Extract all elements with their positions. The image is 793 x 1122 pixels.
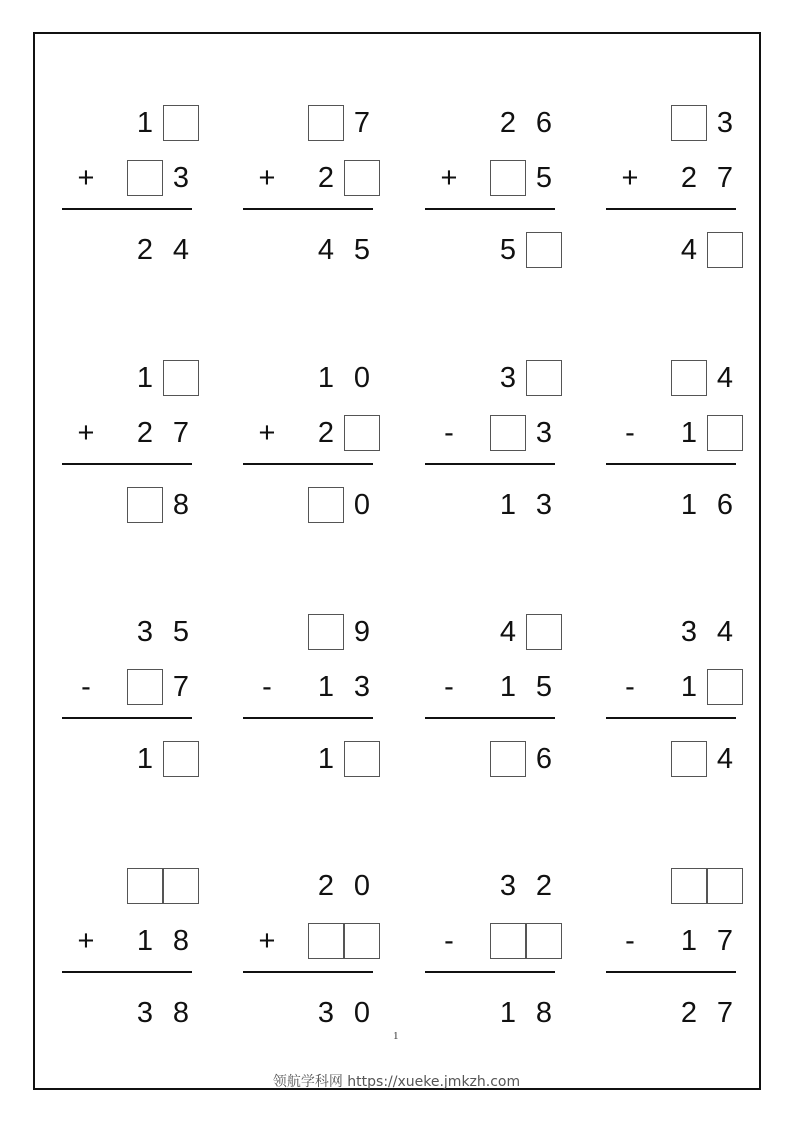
answer-box[interactable] (308, 487, 344, 523)
answer-box[interactable] (707, 868, 743, 904)
digit: 8 (535, 997, 553, 1029)
digit: 2 (680, 997, 698, 1029)
first-operand (62, 867, 192, 907)
result (606, 994, 736, 1034)
answer-box[interactable] (671, 105, 707, 141)
second-operand (243, 414, 373, 454)
digit: 4 (172, 234, 190, 266)
digit: 7 (716, 925, 734, 957)
first-operand (243, 613, 373, 653)
digit: 8 (172, 925, 190, 957)
answer-box[interactable] (163, 741, 199, 777)
digit: 1 (499, 489, 517, 521)
digit: 1 (136, 362, 154, 394)
digit: 6 (535, 743, 553, 775)
digit: 3 (499, 870, 517, 902)
arithmetic-problem (425, 867, 555, 1067)
digit: 2 (680, 162, 698, 194)
result (606, 740, 736, 780)
result (62, 486, 192, 526)
first-operand (425, 867, 555, 907)
second-operand (62, 159, 192, 199)
digit: 6 (716, 489, 734, 521)
answer-box[interactable] (490, 741, 526, 777)
answer-box[interactable] (308, 105, 344, 141)
digit: 5 (535, 671, 553, 703)
answer-box[interactable] (490, 160, 526, 196)
digit: 5 (499, 234, 517, 266)
result (425, 740, 555, 780)
first-operand (62, 613, 192, 653)
sum-line (425, 717, 555, 719)
second-operand (606, 159, 736, 199)
result (62, 740, 192, 780)
plus-sign: + (77, 925, 95, 957)
digit: 4 (680, 234, 698, 266)
digit: 1 (680, 671, 698, 703)
digit: 1 (680, 417, 698, 449)
answer-box[interactable] (707, 232, 743, 268)
second-operand (606, 668, 736, 708)
answer-box[interactable] (308, 614, 344, 650)
first-operand (606, 613, 736, 653)
page-number: 1 (393, 1030, 399, 1042)
minus-sign: - (625, 417, 635, 449)
digit: 5 (353, 234, 371, 266)
problem-grid (35, 34, 759, 1088)
digit: 1 (317, 671, 335, 703)
first-operand (425, 613, 555, 653)
sum-line (62, 971, 192, 973)
sum-line (425, 208, 555, 210)
digit: 7 (172, 417, 190, 449)
answer-box[interactable] (707, 669, 743, 705)
digit: 3 (680, 616, 698, 648)
plus-sign: + (258, 925, 276, 957)
digit: 2 (317, 870, 335, 902)
arithmetic-problem (606, 104, 736, 304)
answer-box[interactable] (526, 360, 562, 396)
digit: 9 (353, 616, 371, 648)
sum-line (243, 208, 373, 210)
plus-sign: + (258, 162, 276, 194)
sum-line (606, 463, 736, 465)
digit: 3 (499, 362, 517, 394)
worksheet-frame (33, 32, 761, 1090)
result (243, 486, 373, 526)
answer-box[interactable] (344, 160, 380, 196)
digit: 4 (716, 362, 734, 394)
arithmetic-problem (243, 867, 373, 1067)
minus-sign: - (625, 671, 635, 703)
first-operand (425, 359, 555, 399)
digit: 1 (317, 362, 335, 394)
digit: 0 (353, 870, 371, 902)
digit: 7 (716, 162, 734, 194)
answer-box[interactable] (127, 487, 163, 523)
answer-box[interactable] (526, 232, 562, 268)
sum-line (606, 971, 736, 973)
digit: 2 (317, 417, 335, 449)
digit: 3 (136, 997, 154, 1029)
minus-sign: - (444, 417, 454, 449)
minus-sign: - (625, 925, 635, 957)
second-operand (243, 668, 373, 708)
digit: 4 (317, 234, 335, 266)
arithmetic-problem (243, 104, 373, 304)
second-operand (243, 159, 373, 199)
sum-line (62, 717, 192, 719)
answer-box[interactable] (344, 741, 380, 777)
digit: 5 (535, 162, 553, 194)
first-operand (62, 104, 192, 144)
first-operand (62, 359, 192, 399)
digit: 2 (136, 417, 154, 449)
minus-sign: - (262, 671, 272, 703)
arithmetic-problem (243, 613, 373, 813)
digit: 3 (535, 489, 553, 521)
arithmetic-problem (62, 104, 192, 304)
first-operand (243, 104, 373, 144)
digit: 2 (535, 870, 553, 902)
arithmetic-problem (62, 359, 192, 559)
arithmetic-problem (606, 613, 736, 813)
answer-box[interactable] (671, 360, 707, 396)
digit: 3 (317, 997, 335, 1029)
result (425, 231, 555, 271)
sum-line (62, 463, 192, 465)
digit: 1 (136, 107, 154, 139)
digit: 3 (535, 417, 553, 449)
result (62, 231, 192, 271)
sum-line (606, 717, 736, 719)
result (425, 994, 555, 1034)
plus-sign: + (77, 162, 95, 194)
first-operand (243, 867, 373, 907)
answer-box[interactable] (490, 923, 526, 959)
second-operand (606, 414, 736, 454)
answer-box[interactable] (490, 415, 526, 451)
first-operand (425, 104, 555, 144)
second-operand (62, 414, 192, 454)
digit: 3 (172, 162, 190, 194)
answer-box[interactable] (526, 614, 562, 650)
plus-sign: + (621, 162, 639, 194)
footer-source: 领航学科网 https://xueke.jmkzh.com (272, 1074, 521, 1090)
result (243, 740, 373, 780)
digit: 4 (716, 616, 734, 648)
sum-line (425, 971, 555, 973)
digit: 4 (716, 743, 734, 775)
plus-sign: + (77, 417, 95, 449)
digit: 2 (499, 107, 517, 139)
arithmetic-problem (606, 867, 736, 1067)
digit: 7 (172, 671, 190, 703)
answer-box[interactable] (127, 160, 163, 196)
digit: 4 (499, 616, 517, 648)
first-operand (243, 359, 373, 399)
digit: 3 (716, 107, 734, 139)
digit: 1 (136, 743, 154, 775)
answer-box[interactable] (526, 923, 562, 959)
plus-sign: + (440, 162, 458, 194)
result (425, 486, 555, 526)
digit: 1 (317, 743, 335, 775)
sum-line (243, 717, 373, 719)
answer-box[interactable] (344, 923, 380, 959)
digit: 1 (499, 997, 517, 1029)
digit: 1 (680, 489, 698, 521)
digit: 1 (136, 925, 154, 957)
first-operand (606, 104, 736, 144)
second-operand (606, 922, 736, 962)
digit: 3 (353, 671, 371, 703)
sum-line (243, 971, 373, 973)
minus-sign: - (444, 671, 454, 703)
second-operand (62, 922, 192, 962)
sum-line (606, 208, 736, 210)
answer-box[interactable] (127, 669, 163, 705)
arithmetic-problem (62, 867, 192, 1067)
arithmetic-problem (606, 359, 736, 559)
arithmetic-problem (243, 359, 373, 559)
digit: 7 (716, 997, 734, 1029)
sum-line (62, 208, 192, 210)
digit: 8 (172, 997, 190, 1029)
result (62, 994, 192, 1034)
arithmetic-problem (425, 104, 555, 304)
sum-line (243, 463, 373, 465)
answer-box[interactable] (671, 741, 707, 777)
digit: 7 (353, 107, 371, 139)
minus-sign: - (444, 925, 454, 957)
answer-box[interactable] (163, 360, 199, 396)
answer-box[interactable] (127, 868, 163, 904)
digit: 3 (136, 616, 154, 648)
digit: 2 (317, 162, 335, 194)
answer-box[interactable] (163, 868, 199, 904)
first-operand (606, 867, 736, 907)
second-operand (62, 668, 192, 708)
arithmetic-problem (425, 359, 555, 559)
sum-line (425, 463, 555, 465)
arithmetic-problem (62, 613, 192, 813)
digit: 6 (535, 107, 553, 139)
minus-sign: - (81, 671, 91, 703)
digit: 5 (172, 616, 190, 648)
digit: 8 (172, 489, 190, 521)
answer-box[interactable] (344, 415, 380, 451)
second-operand (243, 922, 373, 962)
second-operand (425, 668, 555, 708)
digit: 1 (499, 671, 517, 703)
result (606, 486, 736, 526)
plus-sign: + (258, 417, 276, 449)
answer-box[interactable] (671, 868, 707, 904)
arithmetic-problem (425, 613, 555, 813)
digit: 1 (680, 925, 698, 957)
second-operand (425, 159, 555, 199)
digit: 2 (136, 234, 154, 266)
second-operand (425, 414, 555, 454)
result (243, 231, 373, 271)
result (243, 994, 373, 1034)
answer-box[interactable] (707, 415, 743, 451)
digit: 0 (353, 362, 371, 394)
digit: 0 (353, 997, 371, 1029)
result (606, 231, 736, 271)
second-operand (425, 922, 555, 962)
digit: 0 (353, 489, 371, 521)
answer-box[interactable] (308, 923, 344, 959)
first-operand (606, 359, 736, 399)
answer-box[interactable] (163, 105, 199, 141)
